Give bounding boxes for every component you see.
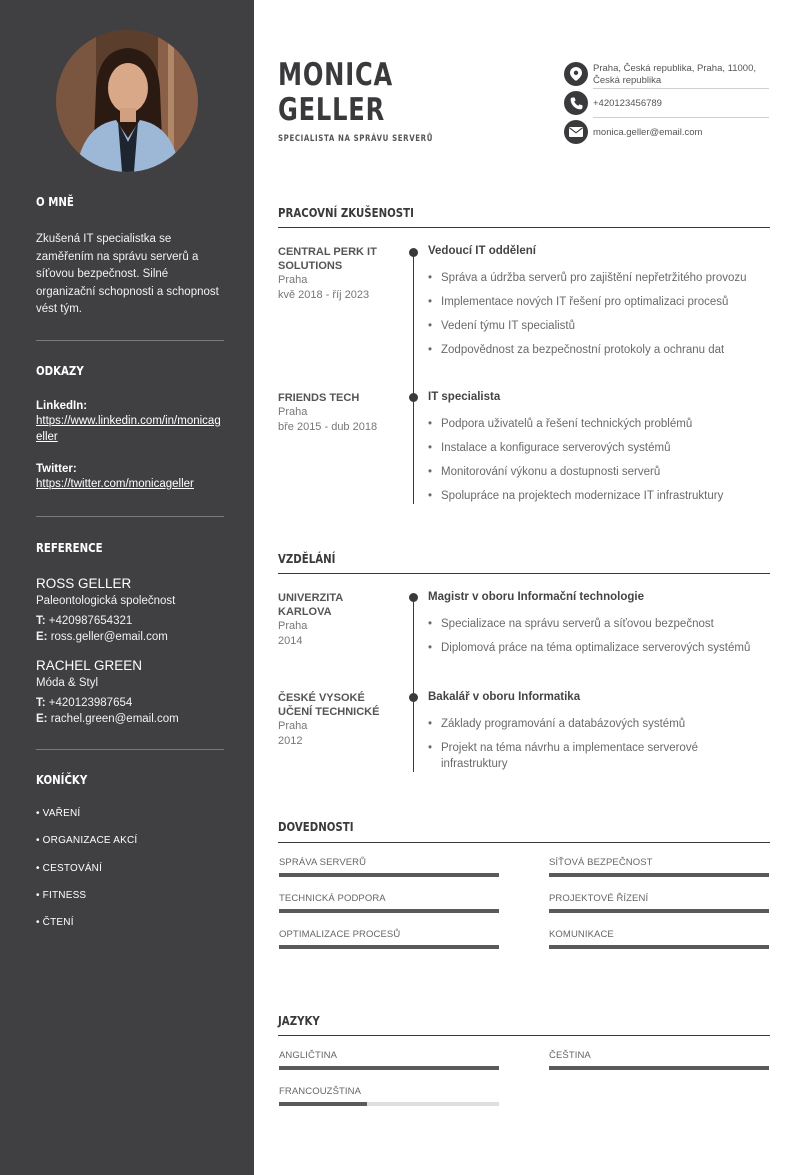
job-bullet: • Správa a údržba serverů pro zajištění nepřetržitého provozu — [428, 270, 768, 286]
contact-address: Praha, Česká republika, Praha, 11000, Česká republika — [593, 63, 757, 86]
reference-email: E: rachel.green@email.com — [36, 713, 179, 725]
contact-block — [564, 62, 770, 152]
reference-item — [36, 576, 224, 645]
education-timeline — [413, 598, 414, 772]
email-icon — [564, 120, 588, 144]
contact-divider — [593, 117, 769, 118]
education-bullet: • Specializace na správu serverů a síťovou bezpečnost — [428, 616, 768, 632]
education-item-meta — [278, 591, 398, 648]
linkedin-link[interactable]: https://www.linkedin.com/in/monicageller — [36, 415, 221, 443]
language-bar — [549, 1066, 769, 1070]
skills-title: DOVEDNOSTI — [278, 820, 354, 834]
sidebar-divider — [36, 516, 224, 517]
language-label: FRANCOUZŠTINA — [279, 1086, 362, 1097]
hobby-item: • FITNESS — [36, 890, 87, 901]
contact-phone[interactable]: +420123456789 — [593, 98, 662, 109]
skill-bar-fill — [549, 909, 769, 913]
reference-name: RACHEL GREEN — [36, 658, 143, 673]
skill-bar-fill — [279, 909, 499, 913]
reference-company: Paleontologická společnost — [36, 595, 176, 607]
sidebar-divider — [36, 340, 224, 341]
job-dates: kvě 2018 - říj 2023 — [278, 288, 370, 301]
profile-photo — [56, 30, 198, 172]
school-year: 2014 — [278, 634, 303, 647]
skill-bar — [279, 909, 499, 913]
company-name: FRIENDS TECH — [278, 392, 360, 404]
contact-email[interactable]: monica.geller@email.com — [593, 127, 703, 138]
reference-name: ROSS GELLER — [36, 576, 132, 591]
references-title-wrap — [36, 541, 224, 555]
skill-label: SÍŤOVÁ BEZPEČNOST — [549, 857, 653, 868]
reference-phone: T: +420987654321 — [36, 615, 133, 627]
reference-email: E: ross.geller@email.com — [36, 631, 168, 643]
skill-item — [549, 929, 769, 940]
skill-item — [549, 893, 769, 904]
job-bullet: • Vedení týmu IT specialistů — [428, 318, 768, 334]
education-bullet: • Diplomová práce na téma optimalizace serverových systémů — [428, 640, 768, 656]
school-year: 2012 — [278, 734, 303, 747]
links-title-wrap — [36, 364, 224, 378]
job-bullet: • Instalace a konfigurace serverových systémů — [428, 440, 768, 456]
skill-bar-fill — [279, 945, 499, 949]
degree-title: Bakalář v oboru Informatika — [428, 691, 581, 703]
education-bullet: • Základy programování a databázových systémů — [428, 716, 768, 732]
job-bullet: • Implementace nových IT řešení pro optimalizaci procesů — [428, 294, 768, 310]
skill-label: SPRÁVA SERVERŮ — [279, 857, 367, 868]
language-bar — [279, 1066, 499, 1070]
reference-item — [36, 658, 224, 727]
skill-bar-fill — [549, 945, 769, 949]
language-bar-fill — [279, 1102, 367, 1106]
school-location: Praha — [278, 620, 308, 632]
language-bar-fill — [279, 1066, 499, 1070]
language-bar-fill — [549, 1066, 769, 1070]
language-item — [279, 1086, 499, 1097]
job-bullet: • Podpora uživatelů a řešení technických problémů — [428, 416, 768, 432]
skill-item — [279, 857, 499, 868]
language-label: ANGLIČTINA — [279, 1050, 338, 1061]
skill-bar-fill — [549, 873, 769, 877]
education-bullet: • Projekt na téma návrhu a implementace serverové infrastruktury — [428, 740, 758, 772]
degree-title: Magistr v oboru Informační technologie — [428, 591, 644, 603]
hobby-item: • VAŘENÍ — [36, 808, 81, 819]
hobbies-title-wrap — [36, 773, 224, 787]
timeline-dot — [409, 693, 418, 702]
job-bullet: • Monitorování výkonu a dostupnosti serverů — [428, 464, 768, 480]
hobby-item: • CESTOVÁNÍ — [36, 863, 103, 874]
skill-label: TECHNICKÁ PODPORA — [279, 893, 386, 904]
links-title: ODKAZY — [36, 364, 84, 378]
section-rule — [278, 842, 770, 843]
skill-label: OPTIMALIZACE PROCESŮ — [279, 929, 401, 940]
phone-icon — [564, 91, 588, 115]
section-rule — [278, 1035, 770, 1036]
about-section — [36, 195, 224, 209]
languages-title: JAZYKY — [278, 1014, 320, 1028]
linkedin-label: LinkedIn: — [36, 400, 88, 412]
reference-phone: T: +420123987654 — [36, 697, 133, 709]
hobbies-list — [36, 808, 224, 938]
reference-company: Móda & Styl — [36, 677, 98, 689]
timeline-dot — [409, 593, 418, 602]
skill-item — [279, 893, 499, 904]
person-title: SPECIALISTA NA SPRÁVU SERVERŮ — [278, 134, 434, 144]
language-bar — [279, 1102, 499, 1106]
hobby-item: • ORGANIZACE AKCÍ — [36, 835, 138, 846]
job-dates: bře 2015 - dub 2018 — [278, 420, 378, 433]
twitter-link[interactable]: https://twitter.com/monicageller — [36, 478, 194, 490]
skill-item — [549, 857, 769, 868]
skill-bar-fill — [279, 873, 499, 877]
school-name: ČESKÉ VYSOKÉ UČENÍ TECHNICKÉ — [278, 692, 380, 718]
twitter-item — [36, 463, 224, 492]
section-rule — [278, 227, 770, 228]
location-icon — [564, 62, 588, 86]
sidebar — [0, 0, 254, 1175]
skill-bar — [549, 909, 769, 913]
skill-label: PROJEKTOVÉ ŘÍZENÍ — [549, 893, 649, 904]
skill-label: KOMUNIKACE — [549, 929, 614, 940]
skill-bar — [549, 873, 769, 877]
language-item — [549, 1050, 769, 1061]
sidebar-divider — [36, 749, 224, 750]
linkedin-item — [36, 400, 224, 445]
language-item — [279, 1050, 499, 1061]
experience-item-meta — [278, 245, 398, 302]
job-bullet: • Spolupráce na projektech modernizace IT infrastruktury — [428, 488, 768, 504]
about-title: O MNĚ — [36, 195, 74, 209]
skill-item — [279, 929, 499, 940]
job-role: IT specialista — [428, 391, 501, 403]
twitter-label: Twitter: — [36, 463, 77, 475]
job-bullet: • Zodpovědnost za bezpečnostní protokoly a ochranu dat — [428, 342, 768, 358]
experience-timeline — [413, 252, 414, 504]
hobbies-title: KONÍČKY — [36, 773, 88, 787]
job-location: Praha — [278, 406, 308, 418]
education-title: VZDĚLÁNÍ — [278, 552, 336, 566]
experience-title: PRACOVNÍ ZKUŠENOSTI — [278, 206, 414, 220]
skill-bar — [279, 873, 499, 877]
about-text: Zkušená IT specialistka se zaměřením na správu serverů a síťovou bezpečnost. Silné organizační schopnosti a schopnost vést tým. — [36, 233, 219, 315]
school-name: UNIVERZITA KARLOVA — [278, 592, 343, 618]
hobby-item: • ČTENÍ — [36, 917, 74, 928]
language-label: ČEŠTINA — [549, 1050, 591, 1061]
timeline-dot — [409, 248, 418, 257]
company-name: CENTRAL PERK IT SOLUTIONS — [278, 246, 377, 272]
skill-bar — [279, 945, 499, 949]
job-role: Vedoucí IT oddělení — [428, 245, 536, 257]
person-name: MONICA GELLER — [278, 57, 394, 128]
experience-item-meta — [278, 391, 398, 434]
section-rule — [278, 573, 770, 574]
skill-bar — [549, 945, 769, 949]
school-location: Praha — [278, 720, 308, 732]
education-item-meta — [278, 691, 398, 748]
timeline-dot — [409, 393, 418, 402]
job-location: Praha — [278, 274, 308, 286]
contact-divider — [593, 88, 769, 89]
references-title: REFERENCE — [36, 541, 103, 555]
